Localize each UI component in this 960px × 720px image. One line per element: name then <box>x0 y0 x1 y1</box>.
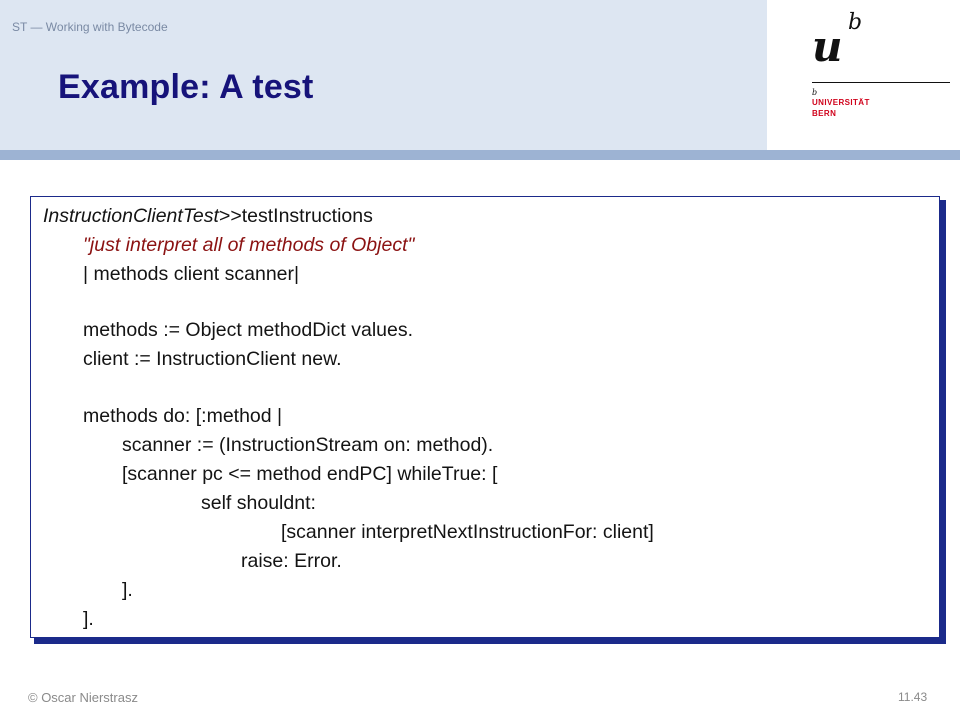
footer-author: © Oscar Nierstrasz <box>28 690 138 705</box>
code-selector: >>testInstructions <box>218 205 373 227</box>
slide-title: Example: A test <box>58 68 314 106</box>
code-line: self shouldnt: <box>201 492 316 514</box>
code-line: methods := Object methodDict values. <box>83 319 414 341</box>
code-line: raise: Error. <box>241 550 342 572</box>
course-label: ST — Working with Bytecode <box>12 20 168 34</box>
code-line: scanner := (InstructionStream on: method). <box>122 434 494 456</box>
header-rule <box>0 150 960 160</box>
code-line: [scanner pc <= method endPC] whileTrue: [ <box>122 463 498 485</box>
logo-universitat: UNIVERSITÄT <box>812 98 870 107</box>
code-comment-line: "just interpret all of methods of Object" <box>83 234 415 256</box>
logo-mark-u: u <box>812 22 843 71</box>
code-line: ]. <box>83 608 94 630</box>
footer-page-number: 11.43 <box>898 690 928 704</box>
code-line: client := InstructionClient new. <box>83 348 342 370</box>
code-box <box>30 196 940 638</box>
code-method-header <box>43 205 373 228</box>
code-line: ]. <box>122 579 133 601</box>
code-temporaries-line: | methods client scanner| <box>83 263 300 285</box>
logo-bern: BERN <box>812 109 837 118</box>
code-line: methods do: [:method | <box>83 405 283 427</box>
logo-divider <box>812 82 950 83</box>
logo-small-b: b <box>812 88 818 97</box>
logo-mark-b: b <box>848 10 863 35</box>
university-logo <box>806 8 956 128</box>
code-line: [scanner interpretNextInstructionFor: client] <box>281 521 654 543</box>
code-class-name: InstructionClientTest <box>43 205 219 227</box>
